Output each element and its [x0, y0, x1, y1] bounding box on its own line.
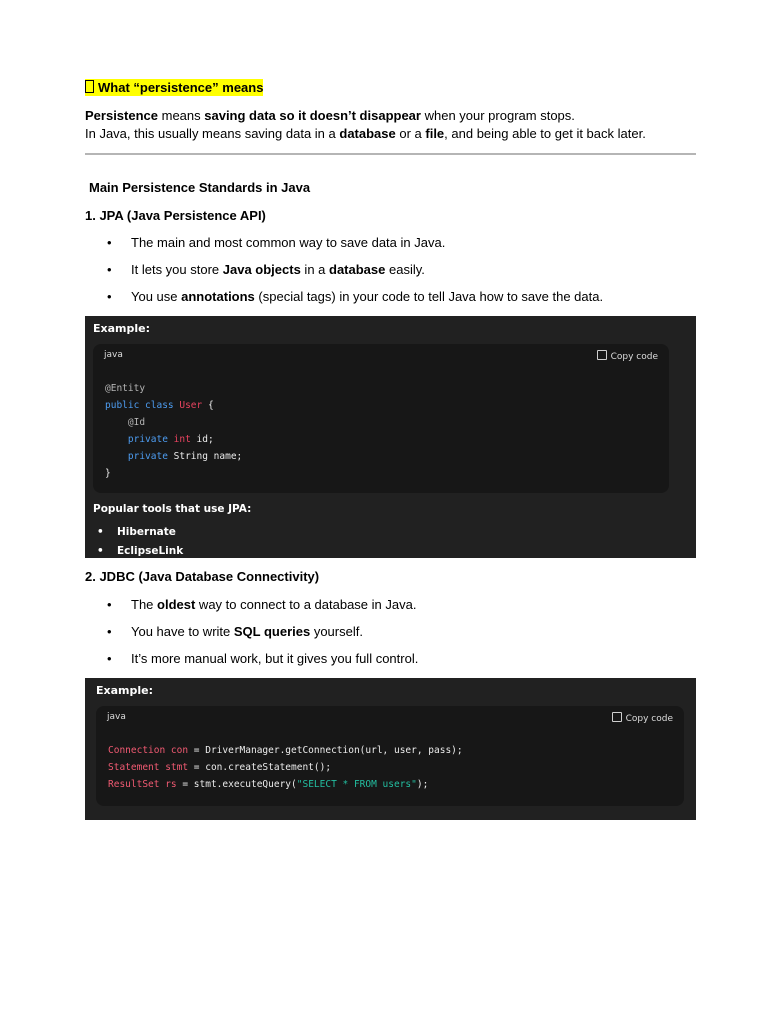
tool-item: • Hibernate	[97, 526, 176, 538]
bullet-icon: •	[107, 651, 112, 666]
section-heading	[85, 80, 263, 95]
jdbc-example-screenshot	[85, 678, 696, 820]
code-line: ResultSet rs = stmt.executeQuery("SELECT * FROM users");	[108, 779, 429, 790]
jdbc-title: 2. JDBC (Java Database Connectivity)	[85, 569, 320, 584]
heading-text: What “persistence” means	[98, 80, 264, 95]
copy-code-button[interactable]: Copy code	[612, 712, 673, 724]
bullet-icon: •	[107, 597, 112, 612]
code-line: @Id	[105, 417, 146, 428]
section-title: Main Persistence Standards in Java	[89, 180, 311, 195]
copy-code-button[interactable]: Copy code	[597, 350, 658, 362]
jpa-bullet-3: • You use annotations (special tags) in your code to tell Java how to save the data.	[107, 289, 604, 304]
code-line: Connection con = DriverManager.getConnection(url, user, pass);	[108, 745, 463, 756]
jpa-bullet-2: • It lets you store Java objects in a database easily.	[107, 262, 425, 277]
example-label: Example:	[93, 322, 150, 335]
jdbc-bullet-3: • It’s more manual work, but it gives you full control.	[107, 651, 419, 666]
intro-line-2: In Java, this usually means saving data in a database or a file, and being able to get it back later.	[85, 126, 646, 141]
bullet-icon: •	[107, 262, 112, 277]
code-line: private String name;	[105, 451, 243, 462]
jdbc-bullet-2: • You have to write SQL queries yourself.	[107, 624, 363, 639]
code-block	[96, 706, 684, 806]
missing-glyph-icon	[85, 80, 94, 93]
code-line: }	[105, 468, 111, 479]
jpa-example-screenshot	[85, 316, 696, 558]
code-content	[108, 742, 463, 793]
code-language: java	[107, 712, 126, 722]
intro-line-1: Persistence means saving data so it doesn’t disappear when your program stops.	[85, 108, 575, 123]
bullet-icon: •	[107, 235, 112, 250]
tools-label: Popular tools that use JPA:	[93, 503, 252, 515]
tool-item: • EclipseLink	[97, 545, 184, 557]
code-line: Statement stmt = con.createStatement();	[108, 762, 332, 773]
jpa-bullet-1: • The main and most common way to save data in Java.	[107, 235, 446, 250]
copy-icon	[597, 350, 607, 360]
code-language: java	[104, 350, 123, 360]
horizontal-divider	[85, 153, 696, 155]
jdbc-bullet-1: • The oldest way to connect to a database in Java.	[107, 597, 417, 612]
code-line: private int id;	[105, 434, 214, 445]
example-label: Example:	[96, 684, 153, 697]
code-line: @Entity	[105, 383, 146, 394]
bullet-icon: •	[107, 624, 112, 639]
bullet-icon: •	[107, 289, 112, 304]
copy-icon	[612, 712, 622, 722]
code-line: public class User {	[105, 400, 214, 411]
code-block	[93, 344, 669, 493]
jpa-title: 1. JPA (Java Persistence API)	[85, 208, 266, 223]
code-content	[105, 380, 242, 482]
